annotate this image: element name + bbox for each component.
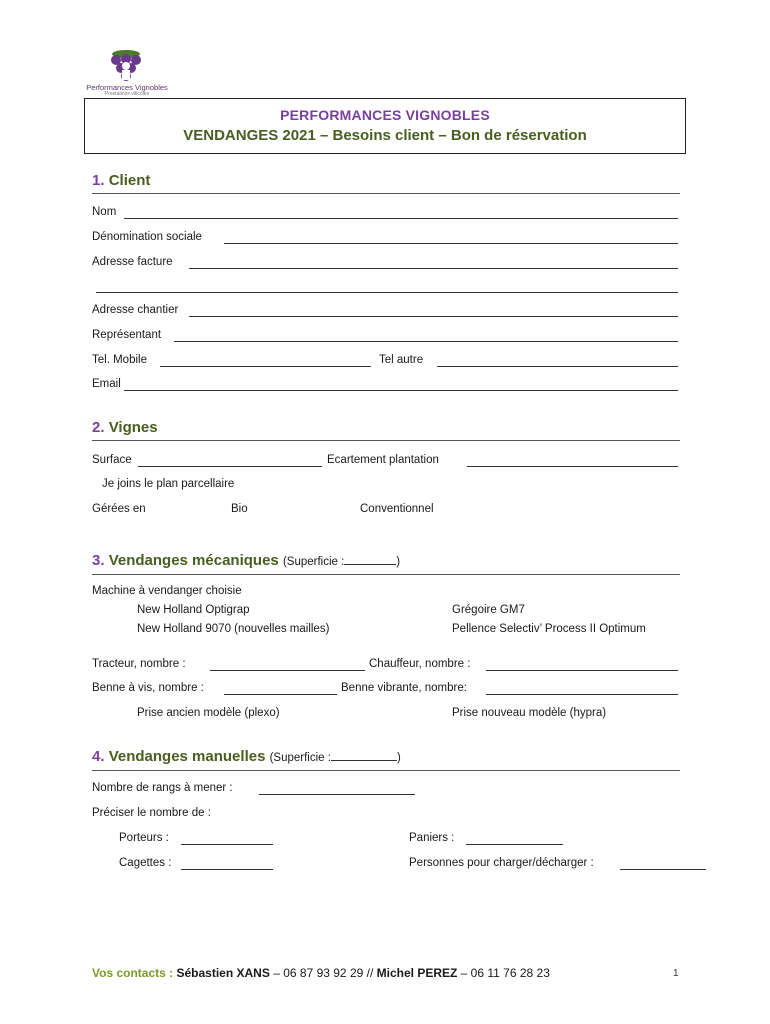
- field-personnes[interactable]: [620, 869, 706, 870]
- label-denomination: Dénomination sociale: [92, 231, 202, 243]
- option-new-holland-optigrap[interactable]: New Holland Optigrap: [137, 604, 250, 616]
- footer-label: Vos contacts :: [92, 966, 174, 980]
- label-preciser: Préciser le nombre de :: [92, 807, 211, 819]
- field-tracteur[interactable]: [210, 670, 365, 671]
- label-rangs: Nombre de rangs à mener :: [92, 782, 233, 794]
- header-subtitle: VENDANGES 2021 – Besoins client – Bon de réservation: [183, 127, 587, 144]
- field-ecartement[interactable]: [467, 466, 678, 467]
- section-rule: [92, 193, 680, 194]
- label-benne-vis: Benne à vis, nombre :: [92, 682, 204, 694]
- logo-name: Performances Vignobles: [86, 83, 168, 92]
- label-gerees: Gérées en: [92, 503, 146, 515]
- field-adresse-facture-2[interactable]: [96, 292, 678, 293]
- section-manuelles-title: 4. Vendanges manuelles (Superficie : ): [92, 748, 401, 765]
- section-vignes-title: 2. Vignes: [92, 419, 158, 436]
- logo-sub: Prestations viticoles: [104, 91, 150, 97]
- field-chauffeur[interactable]: [486, 670, 678, 671]
- label-surface: Surface: [92, 454, 132, 466]
- checkbox-conventionnel[interactable]: Conventionnel: [360, 503, 434, 515]
- option-pellence[interactable]: Pellence Selectiv’ Process II Optimum: [452, 623, 646, 635]
- contact-1-name: Sébastien XANS: [176, 966, 270, 980]
- field-tel-mobile[interactable]: [160, 366, 371, 367]
- option-new-holland-9070[interactable]: New Holland 9070 (nouvelles mailles): [137, 623, 330, 635]
- contact-2-phone: – 06 11 76 28 23: [460, 966, 550, 980]
- option-prise-ancien[interactable]: Prise ancien modèle (plexo): [137, 707, 280, 719]
- label-chauffeur: Chauffeur, nombre :: [369, 658, 471, 670]
- label-representant: Représentant: [92, 329, 162, 341]
- label-cagettes: Cagettes :: [119, 857, 172, 869]
- label-adresse-facture: Adresse facture: [92, 256, 173, 268]
- label-email: Email: [92, 378, 121, 390]
- field-email[interactable]: [124, 390, 678, 391]
- section-rule: [92, 770, 680, 771]
- label-porteurs: Porteurs :: [119, 832, 169, 844]
- field-cagettes[interactable]: [181, 869, 273, 870]
- field-surface[interactable]: [138, 466, 322, 467]
- section-mecaniques-title: 3. Vendanges mécaniques (Superficie : ): [92, 552, 401, 569]
- checkbox-plan[interactable]: Je joins le plan parcellaire: [102, 478, 235, 490]
- label-tel-autre: Tel autre: [379, 354, 424, 366]
- option-gregoire-gm7[interactable]: Grégoire GM7: [452, 604, 525, 616]
- field-paniers[interactable]: [466, 844, 563, 845]
- field-benne-vibrante[interactable]: [486, 694, 678, 695]
- label-benne-vibrante: Benne vibrante, nombre:: [341, 682, 467, 694]
- label-adresse-chantier: Adresse chantier: [92, 304, 179, 316]
- field-denomination[interactable]: [224, 243, 678, 244]
- field-representant[interactable]: [174, 341, 678, 342]
- label-tel-mobile: Tel. Mobile: [92, 354, 147, 366]
- label-ecartement: Ecartement plantation: [327, 454, 439, 466]
- field-porteurs[interactable]: [181, 844, 273, 845]
- label-tracteur: Tracteur, nombre :: [92, 658, 186, 670]
- field-adresse-facture[interactable]: [189, 268, 678, 269]
- header-box: [84, 98, 686, 154]
- section-rule: [92, 574, 680, 575]
- section-rule: [92, 440, 680, 441]
- header-title: PERFORMANCES VIGNOBLES: [280, 107, 490, 123]
- label-nom: Nom: [92, 206, 117, 218]
- label-personnes: Personnes pour charger/décharger :: [409, 857, 594, 869]
- contact-1-phone: – 06 87 93 92 29 //: [273, 966, 374, 980]
- section-client-title: 1. Client: [92, 172, 151, 189]
- field-tel-autre[interactable]: [437, 366, 678, 367]
- footer-contacts: [92, 966, 550, 980]
- page-number: 1: [673, 968, 679, 979]
- field-adresse-chantier[interactable]: [189, 316, 678, 317]
- field-rangs[interactable]: [259, 794, 415, 795]
- field-nom[interactable]: [124, 218, 678, 219]
- checkbox-bio[interactable]: Bio: [231, 503, 248, 515]
- option-prise-nouveau[interactable]: Prise nouveau modèle (hypra): [452, 707, 607, 719]
- field-benne-vis[interactable]: [224, 694, 337, 695]
- contact-2-name: Michel PEREZ: [376, 966, 458, 980]
- label-machine: Machine à vendanger choisie: [92, 585, 242, 597]
- label-paniers: Paniers :: [409, 832, 455, 844]
